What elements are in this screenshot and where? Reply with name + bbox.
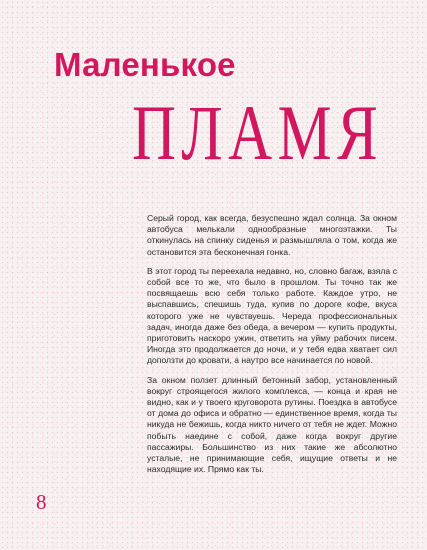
title-line-1: Маленькое: [54, 46, 236, 83]
paragraph-3: За окном ползет длинный бетонный забор, установленный вокруг строящегося жилого комплекса, — конца и края не видно, как и у твоего круговорота рутины. Поездка в автобусе от дома до офиса и обратно — единственное время, когда ты никуда не бежишь, когда никто ничего от тебя не ждет. Можно побыть наедине с собой, даже когда вокруг другие пассажиры. Большинство из них такие же абсолютно усталые, не принимающие себя, ищущие ответы и не находящие их. Прямо как ты.: [147, 374, 397, 475]
paragraph-1: Серый город, как всегда, безуспешно ждал солнца. За окном автобуса мелькали однообразные многоэтажки. Ты откинулась на спинку сиденья и размышляла о том, когда же остановится эта бесконечная гонка.: [147, 213, 397, 257]
title-line-2: ПЛАМЯ: [132, 89, 384, 176]
paragraph-2: В этот город ты переехала недавно, но, словно багаж, взяла с собой все то же, что было в прошлом. Ты точно так же посвящаешь всю себя только работе. Каждое утро, не выспавшись, спешишь туда, купив по дороге кофе, вкуса которого уже не чувствуешь. Череда профессиональных задач, иногда даже без обеда, а вечером — купить продукты, приготовить наскоро ужин, ответить на уйму рабочих писем. Иногда это продолжается до ночи, и у тебя едва хватает сил доползти до кровати, а наутро все начинается по новой.: [147, 265, 397, 366]
body-text: [147, 213, 397, 483]
page-number: 8: [36, 490, 47, 514]
